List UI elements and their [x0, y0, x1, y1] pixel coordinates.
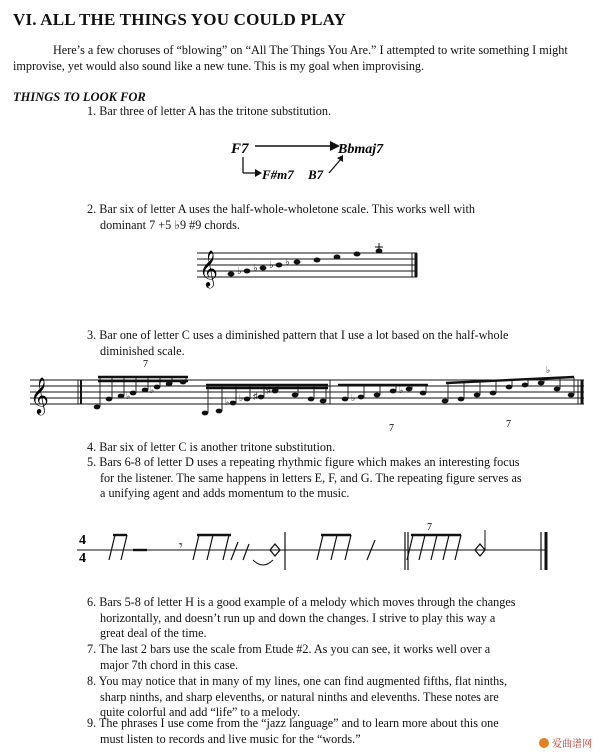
list-item [87, 674, 507, 721]
music-staff-diminished [28, 355, 588, 435]
svg-text:♭: ♭ [239, 393, 244, 403]
chord-fsharpm7: F#m7 [262, 167, 294, 182]
list-item-line: horizontally, and doesn’t run up and down the changes. I strive to play this way a [100, 610, 496, 625]
treble-clef-icon: 𝄞 [30, 377, 49, 413]
triplet-mark: 7 [143, 359, 148, 370]
watermark [539, 735, 592, 750]
list-item [87, 716, 499, 747]
list-item [87, 642, 490, 673]
rhythm-figure [75, 510, 555, 580]
list-item-line: major 7th chord in this case. [100, 657, 239, 672]
list-item-line: quite colorful and add “life” to a melody. [100, 705, 301, 719]
list-item-line: a unifying agent and adds momentum to the music. [100, 486, 350, 500]
list-item-line: dominant 7 +5 ♭9 #9 chords. [100, 217, 240, 232]
svg-text:♯: ♯ [266, 385, 271, 395]
triplet-mark: 7 [506, 419, 511, 430]
triplet-mark: 7 [389, 423, 394, 434]
svg-text:♭: ♭ [351, 393, 356, 403]
svg-text:♭: ♭ [150, 385, 155, 395]
list-item-line: 3. Bar one of letter C uses a diminished pattern that I use a lot based on the half-whole [87, 328, 509, 342]
svg-text:♭: ♭ [546, 365, 551, 375]
list-item: 4. Bar six of letter C is another tritone substitution. [87, 440, 336, 454]
list-item-line: great deal of the time. [100, 626, 207, 640]
list-item-line: must listen to records and live music for the “words.” [100, 731, 361, 746]
list-item-line: 6. Bars 5-8 of letter H is a good example of a melody which moves through the changes [87, 595, 516, 609]
list-item-line: 2. Bar six of letter A uses the half-whole-wholetone scale. This works well with [87, 202, 475, 216]
list-item-line: 7. The last 2 bars use the scale from Etude #2. As you can see, it works well over a [87, 642, 491, 656]
intro-paragraph: Here’s a few choruses of “blowing” on “All The Things You Are.” I attempted to write something I might improvise, yet would also sound like a new tune. This is my goal when improvising. [13, 43, 568, 73]
tuplet-mark: 7 [427, 522, 432, 533]
logo-icon [539, 738, 549, 748]
svg-text:♭: ♭ [399, 385, 404, 395]
treble-clef-icon: 𝄞 [199, 250, 218, 286]
list-item-line: 8. You may notice that in many of my lines, one can find augmented fifths, flat ninths, [87, 674, 508, 688]
svg-text:♭: ♭ [285, 257, 290, 268]
list-item [87, 455, 522, 502]
list-item-line: sharp ninths, and sharp elevenths, or natural ninths and elevenths. These notes are [100, 689, 499, 704]
list-item [87, 202, 475, 233]
section-heading: THINGS TO LOOK FOR [13, 90, 146, 104]
svg-text:♯: ♯ [253, 391, 258, 401]
list-item [87, 595, 516, 642]
svg-text:♭: ♭ [225, 397, 230, 407]
music-staff-scale [195, 243, 420, 298]
chord-substitution-diagram [225, 133, 395, 188]
chord-b7: B7 [308, 167, 324, 182]
list-item-line: for the listener. The same happens in letters E, F, and G. The repeating figure serves as [100, 470, 522, 485]
page-title: VI. ALL THE THINGS YOU COULD PLAY [13, 10, 346, 29]
list-item-line: diminished scale. [100, 343, 185, 358]
list-item: 1. Bar three of letter A has the tritone substitution. [87, 104, 332, 118]
svg-text:♭: ♭ [269, 260, 274, 271]
watermark-text: 爱曲谱网 [552, 739, 592, 750]
time-signature-bottom: 4 [79, 551, 86, 566]
time-signature-top: 4 [79, 533, 86, 548]
eighth-rest-icon: 𝄾 [179, 539, 183, 554]
svg-text:♭: ♭ [237, 266, 242, 277]
svg-text:♭: ♭ [126, 391, 131, 401]
svg-text:♭: ♭ [253, 263, 258, 274]
list-item-line: 9. The phrases I use come from the “jazz language” and to learn more about this one [87, 716, 499, 730]
chord-f7: F7 [231, 141, 249, 157]
chord-bbmaj7: Bbmaj7 [338, 142, 384, 157]
list-item-line: 5. Bars 6-8 of letter D uses a repeating rhythmic figure which makes an interesting focus [87, 455, 520, 469]
